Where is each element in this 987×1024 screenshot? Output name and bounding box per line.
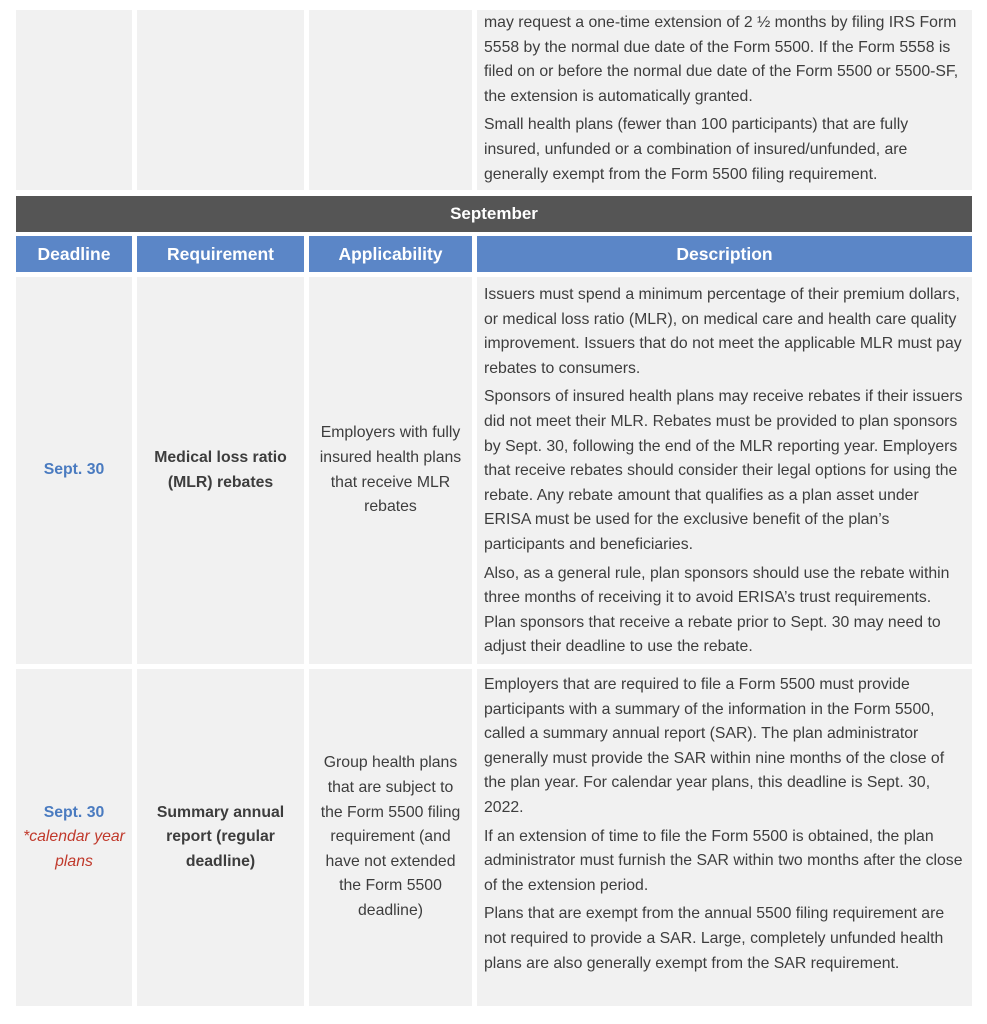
top-applicability-cell [309, 10, 472, 190]
row-2-description-para-1: Employers that are required to file a Form 5500 must provide participants with a summary of the information in the Form 5500, called a summary annual report (SAR). The plan administrator generally must provide the SAR within nine months of the close of the plan year. For calendar year plans, this deadline is Sept. 30, 2022. [484, 676, 945, 816]
row-1-requirement-text: Medical loss ratio (MLR) rebates [154, 448, 287, 491]
top-requirement-cell [137, 10, 304, 190]
top-deadline-cell [16, 10, 132, 190]
row-1-deadline [16, 277, 132, 664]
row-2-requirement [137, 669, 304, 1006]
row-2-description-para-2: If an extension of time to file the Form 5500 is obtained, the plan administrator must furnish the SAR within two months after the close of the extension period. [484, 827, 963, 894]
row-2-requirement-text: Summary annual report (regular deadline) [156, 803, 285, 870]
section-month-header: September [16, 196, 972, 232]
header-applicability: Applicability [309, 236, 472, 272]
row-1-applicability [309, 277, 472, 664]
row-2-applicability [309, 669, 472, 1006]
row-1-description-para-2: Sponsors of insured health plans may receive rebates if their issuers did not meet their MLR. Rebates must be provided to plan sponsors by Sept. 30, following the end of the MLR reporting year. Employers that receive rebates should consider their legal options for using the rebate. Any rebate amount that qualifies as a plan asset under ERISA must be used for the exclusive benefit of the plan’s participants and beneficiaries. [484, 388, 963, 553]
header-description: Description [477, 236, 972, 272]
row-2-deadline-text: Sept. 30 [43, 803, 105, 821]
row-2-description [477, 669, 972, 1006]
row-1-description-para-3: Also, as a general rule, plan sponsors should use the rebate within three months of receiving it to avoid ERISA’s trust requirements. Plan sponsors that receive a rebate prior to Sept. 30 may need to adjust their deadline to use the rebate. [484, 564, 950, 656]
header-requirement: Requirement [137, 236, 304, 272]
top-description-para-2: Small health plans (fewer than 100 participants) that are fully insured, unfunded or a combination of insured/unfunded, are generally exempt from the Form 5500 filing requirement. [484, 116, 909, 183]
row-1-description [477, 277, 972, 664]
row-1-applicability-text: Employers with fully insured health plans that receive MLR rebates [319, 424, 462, 516]
header-deadline: Deadline [16, 236, 132, 272]
row-1-requirement [137, 277, 304, 664]
top-description-para-1: may request a one-time extension of 2 ½ months by filing IRS Form 5558 by the normal due date of the Form 5500. If the Form 5558 is filed on or before the normal due date of the Form 5500 or 5500-SF, the extension is automatically granted. [484, 14, 959, 105]
top-description-cell [477, 10, 972, 190]
row-2-description-para-3: Plans that are exempt from the annual 5500 filing requirement are not required to provide a SAR. Large, completely unfunded health plans are also generally exempt from the SAR requirement. [484, 905, 945, 972]
row-2-deadline-note: *calendar year plans [23, 828, 125, 870]
row-2-deadline [16, 669, 132, 1006]
row-1-description-para-1: Issuers must spend a minimum percentage of their premium dollars, or medical loss ratio (MLR), on medical care and health care quality improvement. Issuers that do not meet the applicable MLR must pay rebates to consumers. [484, 286, 962, 377]
row-2-applicability-text: Group health plans that are subject to the Form 5500 filing requirement (and have not extended the Form 5500 deadline) [320, 754, 461, 919]
row-1-deadline-text: Sept. 30 [43, 461, 105, 479]
